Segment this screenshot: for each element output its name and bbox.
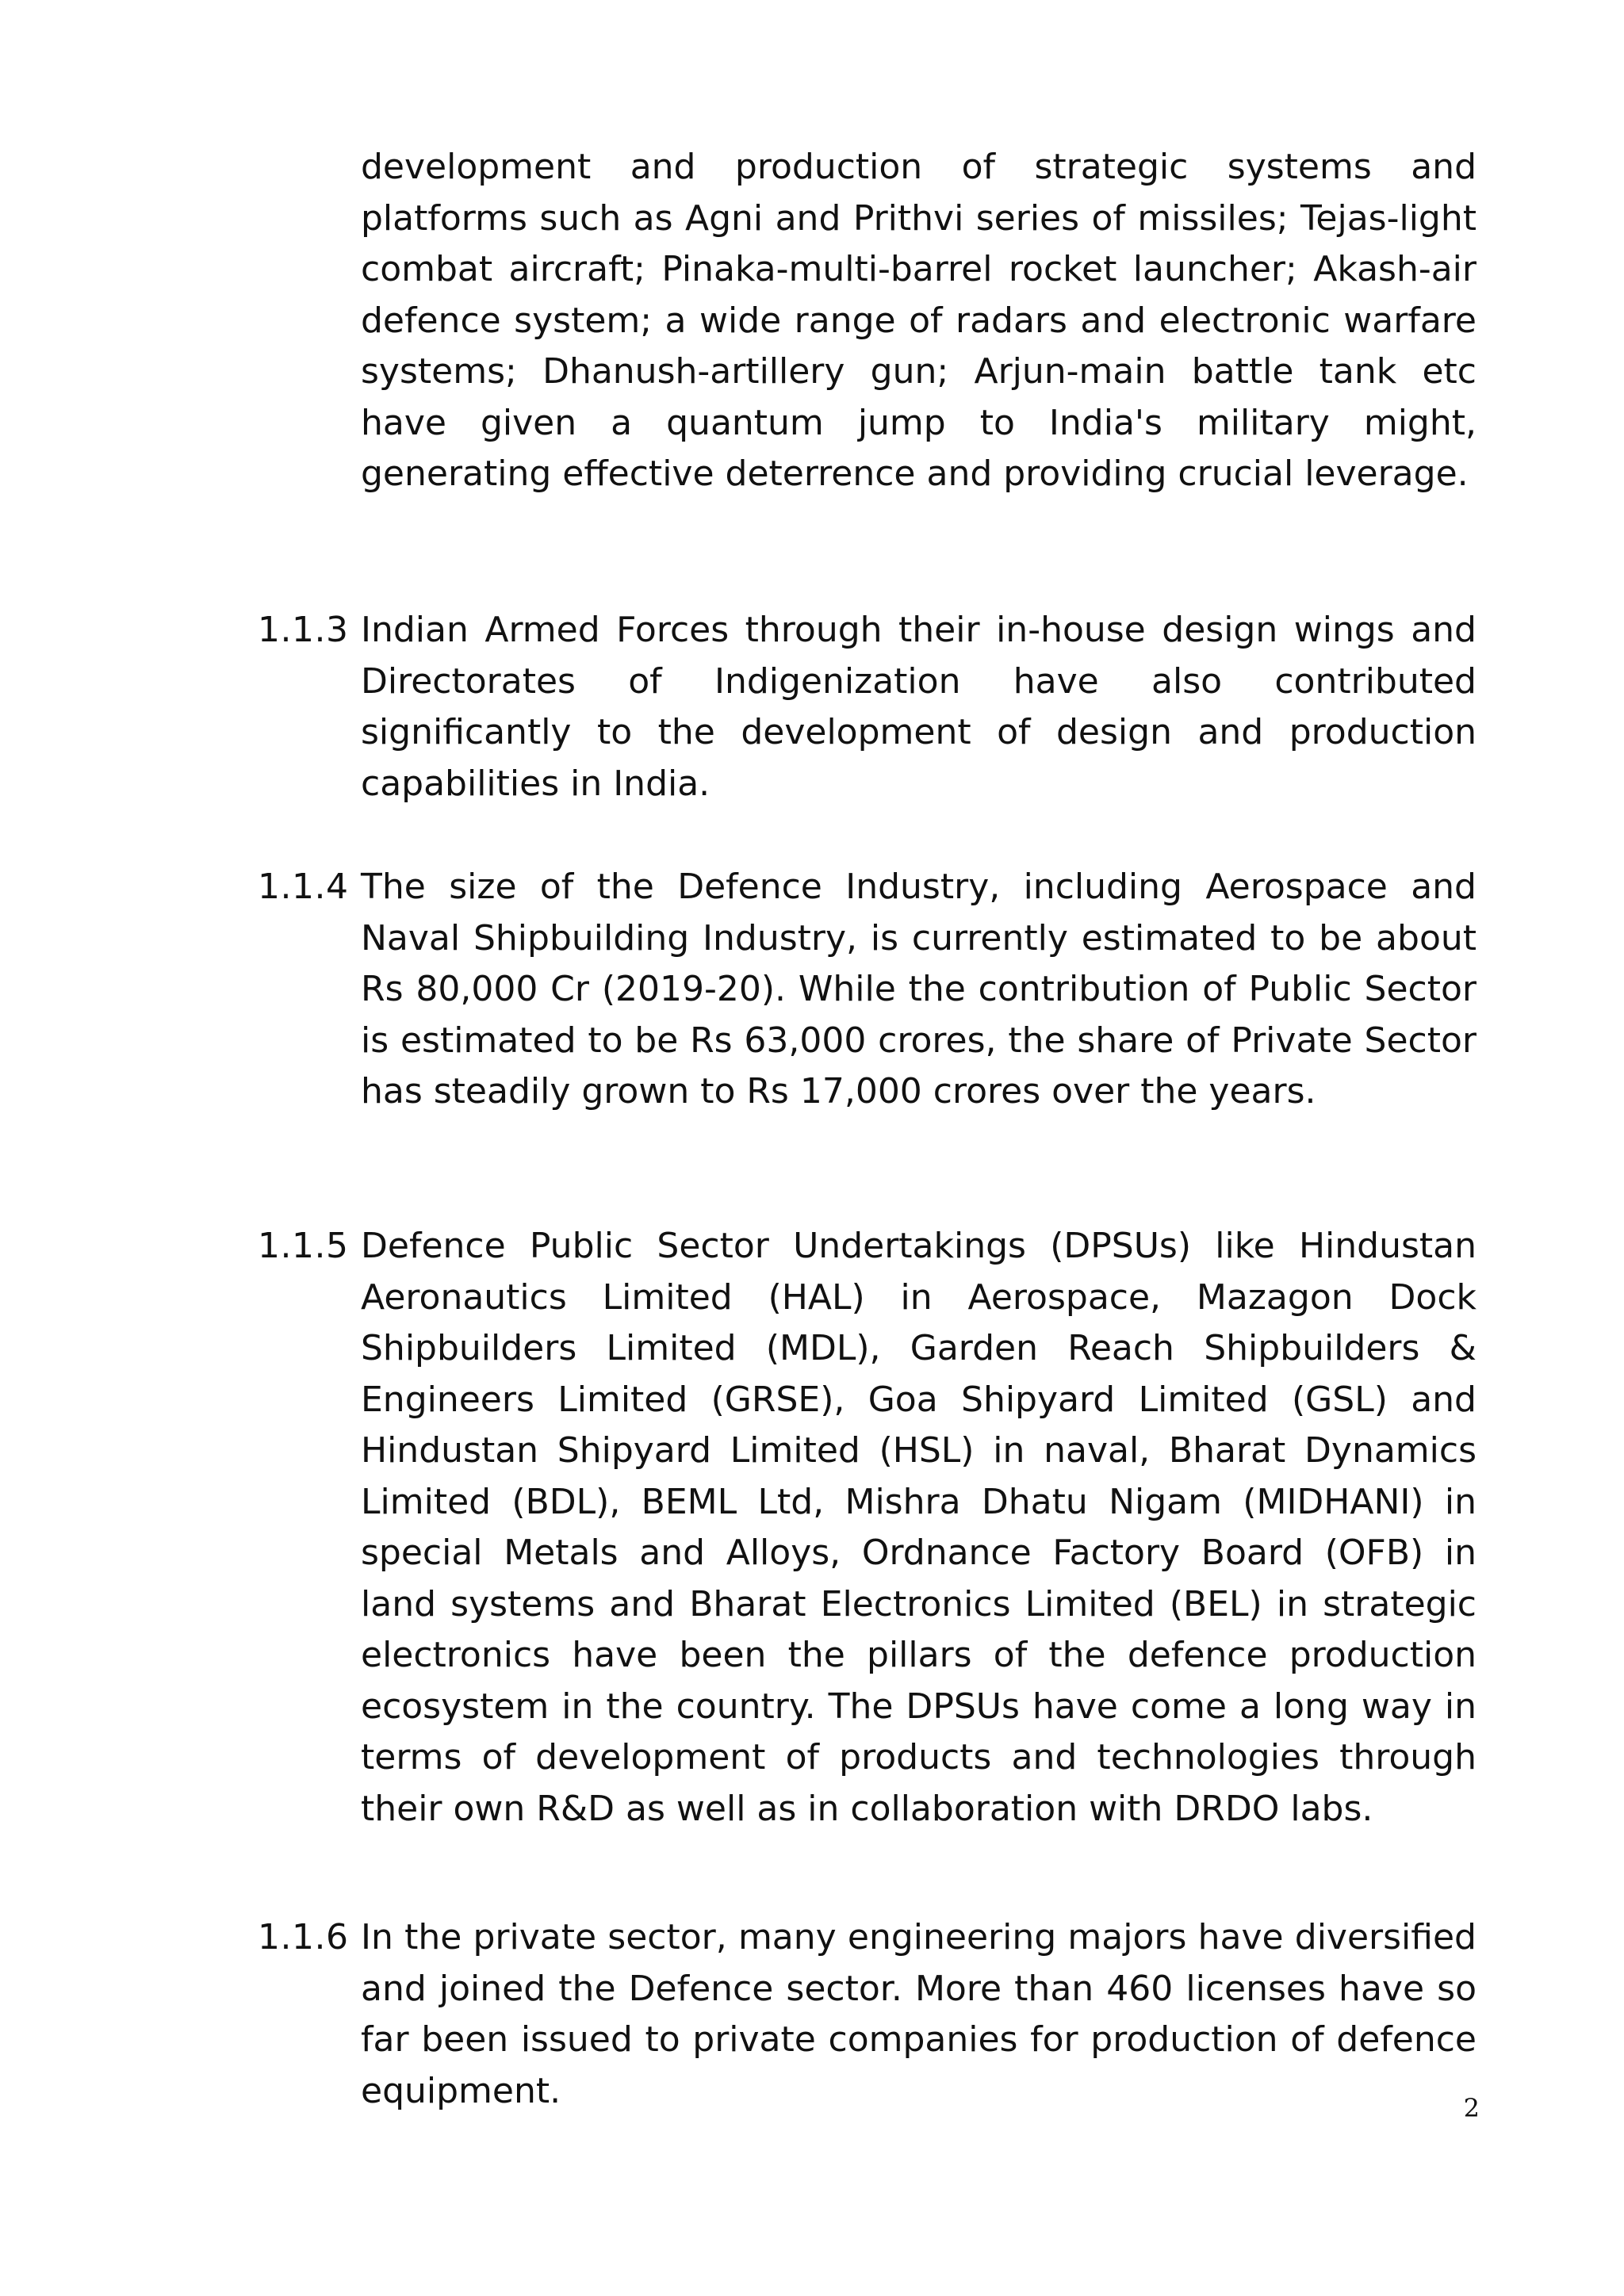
paragraph-text: development and production of strategic systems and platforms such as Agni and Prithvi series of missiles; Tejas-light combat aircraft; Pinaka-multi-barrel rocket launcher; Akash-air defence system; a wide range of radars and electronic warfare systems; Dhanush-artillery gun; Arjun-main battle tank etc have given a quantum jump to India's military might, generating effective deterrence and providing crucial leverage.: [361, 147, 1477, 494]
paragraph-1-1-3: [259, 605, 1477, 809]
paragraph-1-1-5: [259, 1221, 1477, 1835]
paragraph-number: 1.1.6: [258, 1917, 349, 1957]
paragraph-number: 1.1.3: [258, 610, 349, 650]
continuation-paragraph: [259, 142, 1477, 500]
paragraph-text: Indian Armed Forces through their in-house design wings and Directorates of Indigenization have also contributed significantly to the development of design and production capabilities in India.: [361, 610, 1477, 804]
paragraph-number: 1.1.5: [258, 1226, 349, 1266]
paragraph-number: 1.1.4: [258, 867, 349, 907]
paragraph-text: In the private sector, many engineering majors have diversified and joined the Defence sector. More than 460 licenses have so far been issued to private companies for production of defence equipment.: [361, 1917, 1477, 2111]
paragraph-1-1-4: [259, 862, 1477, 1118]
paragraph-1-1-6: [259, 1912, 1477, 2117]
paragraph-text: The size of the Defence Industry, including Aerospace and Naval Shipbuilding Industry, is currently estimated to be about Rs 80,000 Cr (2019-20). While the contribution of Public Sector is estimated to be Rs 63,000 crores, the share of Private Sector has steadily grown to Rs 17,000 crores over the years.: [361, 867, 1477, 1112]
page-number: 2: [1463, 2093, 1480, 2123]
paragraph-text: Defence Public Sector Undertakings (DPSUs) like Hindustan Aeronautics Limited (HAL) in Aerospace, Mazagon Dock Shipbuilders Limited (MDL), Garden Reach Shipbuilders & Engineers Limited (GRSE), Goa Shipyard Limited (GSL) and Hindustan Shipyard Limited (HSL) in naval, Bharat Dynamics Limited (BDL), BEML Ltd, Mishra Dhatu Nigam (MIDHANI) in special Metals and Alloys, Ordnance Factory Board (OFB) in land systems and Bharat Electronics Limited (BEL) in strategic electronics have been the pillars of the defence production ecosystem in the country. The DPSUs have come a long way in terms of development of products and technologies through their own R&D as well as in collaboration with DRDO labs.: [361, 1226, 1477, 1829]
